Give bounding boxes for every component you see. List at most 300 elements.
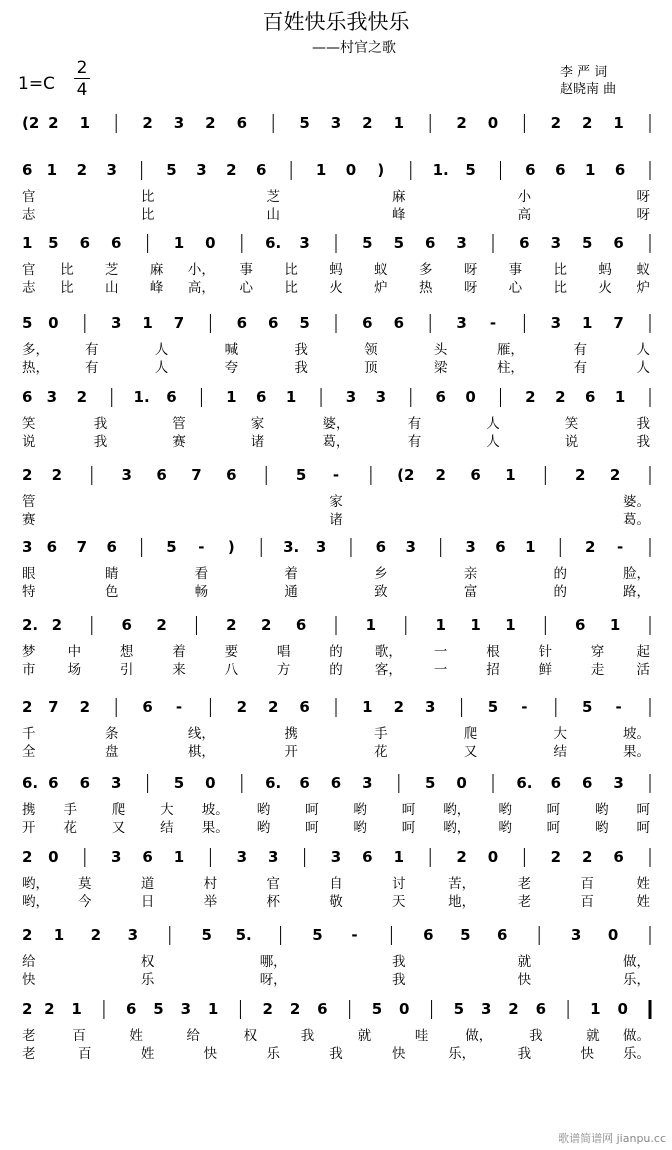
lyric-token: 管 [22, 494, 36, 510]
lyric-token: 我 [392, 954, 406, 970]
lyric-token: 热， [22, 360, 49, 376]
lyric-token: 人 [636, 342, 650, 358]
lyric-token: 起 [636, 644, 650, 660]
note-token: 1 [584, 161, 596, 179]
note-token: 2 [48, 114, 59, 132]
lyric-token: 给 [22, 954, 36, 970]
note-token: 2 [550, 114, 562, 132]
lyric-token: 官 [22, 189, 36, 205]
note-token: 6 [46, 538, 58, 556]
lyric-token: 棋， [187, 744, 215, 760]
lyric-token: 的 [553, 566, 568, 582]
lyric-token: 花 [374, 744, 388, 760]
note-token: 1 [173, 234, 185, 252]
song-title: 百姓快乐我快乐 [262, 10, 410, 34]
note-token: 6 [79, 774, 91, 792]
lyric-token: 鲜 [538, 662, 553, 678]
lyric-token: 手 [374, 726, 388, 742]
note-token: 3 [46, 388, 58, 406]
lyric-token: 有 [573, 342, 587, 358]
lyric-token: 哪， [259, 954, 287, 970]
lyric-token: 人 [636, 360, 650, 376]
note-token: 2 [142, 114, 153, 132]
lyric-token: 哟 [256, 802, 271, 818]
note-token: 3 [362, 774, 373, 792]
lyric-token: 哟， [22, 894, 49, 910]
lyric-token: 呵 [305, 820, 319, 836]
lyric-token: 哇 [414, 1028, 429, 1044]
lyric-token: 呀 [636, 207, 650, 223]
lyric-token: 着 [284, 566, 298, 582]
note-token: 2 [156, 616, 167, 634]
note-token: 6 [393, 314, 405, 332]
note-token: 2 [609, 466, 621, 484]
note-token: 6 [613, 234, 624, 252]
note-token: 6 [317, 1000, 328, 1018]
note-token: 6 [575, 616, 586, 634]
note-token: 2 [581, 848, 593, 866]
lyric-token: 权 [140, 954, 155, 970]
lyric-token: 比 [553, 262, 568, 278]
note-token: 5 [48, 234, 59, 252]
lyric-token: 多 [418, 262, 433, 278]
note-token: 2 [22, 466, 33, 484]
note-token: 6. [516, 774, 533, 792]
note-token: 3 [110, 314, 122, 332]
note-token: 5 [460, 926, 471, 944]
lyric-token: 穿 [590, 644, 605, 660]
lyric-token: 有 [85, 342, 99, 358]
watermark: 歌谱简谱网 jianpu.cc [558, 1132, 666, 1145]
note-token: 3 [570, 926, 582, 944]
lyric-token: 花 [63, 820, 78, 836]
lyric-token: 雁， [496, 342, 524, 358]
lyric-token: 我 [392, 972, 406, 988]
note-token: 2 [555, 388, 566, 406]
note-token: 1. [133, 388, 150, 406]
note-token: - [616, 538, 624, 556]
lyric-token: 针 [538, 644, 553, 660]
lyric-token: 我 [636, 416, 650, 432]
note-token: 5 [371, 1000, 383, 1018]
lyric-token: 说 [22, 434, 36, 450]
lyric-token: 乐。 [623, 1046, 650, 1062]
note-token: 2 [22, 698, 33, 716]
note-token: 6 [22, 161, 33, 179]
lyric-token: 炉 [374, 280, 388, 296]
lyric-token: 通 [284, 584, 298, 600]
note-token: 0 [487, 114, 499, 132]
lyric-token: 杯 [266, 894, 280, 910]
note-token: 5 [295, 466, 307, 484]
note-token: 2 [435, 466, 446, 484]
note-token: 2 [261, 616, 272, 634]
note-token: 6 [375, 538, 387, 556]
lyric-token: 事 [239, 262, 254, 278]
lyric-token: 哟， [22, 876, 49, 892]
lyric-token: 事 [508, 262, 523, 278]
note-token: 2 [456, 114, 467, 132]
note-token: 3 [180, 1000, 192, 1018]
lyric-token: 结 [160, 820, 174, 836]
lyric-token: 呀 [463, 280, 478, 296]
lyric-token: 家 [250, 416, 265, 432]
note-token: 3 [236, 848, 248, 866]
note-token: 6 [125, 1000, 137, 1018]
note-token: 6 [267, 314, 279, 332]
lyric-token: 来 [172, 662, 186, 678]
lyric-token: 唱 [276, 644, 291, 660]
note-token: 6 [106, 538, 117, 556]
lyric-token: 想 [119, 644, 134, 660]
lyric-token: 蚂 [598, 262, 612, 278]
note-token: 5 [153, 1000, 164, 1018]
note-token: 1 [79, 114, 91, 132]
note-token: 5 [299, 314, 310, 332]
note-token: 6 [519, 234, 530, 252]
note-token: (2 [397, 466, 415, 484]
lyric-token: 峰 [149, 280, 164, 296]
lyric-token: 歌， [374, 644, 402, 660]
lyric-token: 呵 [546, 802, 561, 818]
note-token: 5 [453, 1000, 465, 1018]
note-token: 2 [76, 388, 88, 406]
note-token: 2 [456, 848, 467, 866]
note-token: 3 [121, 466, 132, 484]
note-token: 0 [607, 926, 619, 944]
lyric-token: 就 [357, 1028, 372, 1044]
lyric-token: 我 [517, 1046, 532, 1062]
lyric-token: 盘 [104, 744, 119, 760]
lyric-token: 中 [67, 644, 82, 660]
note-token: 6 [497, 926, 508, 944]
lyric-token: 比 [140, 189, 155, 205]
lyric-token: 赛 [172, 434, 186, 450]
lyric-token: 就 [586, 1028, 600, 1044]
note-token: 1 [365, 616, 377, 634]
lyric-token: 自 [329, 876, 343, 892]
lyric-token: 呀 [636, 189, 650, 205]
lyric-token: 携 [284, 726, 298, 742]
lyric-token: 婆， [322, 416, 350, 432]
lyric-token: 我 [294, 360, 308, 376]
lyric-token: 老 [22, 1046, 36, 1062]
lyric-token: 喊 [224, 342, 239, 358]
lyric-token: 比 [553, 280, 568, 296]
note-token: 1 [505, 466, 516, 484]
lyric-token: 人 [154, 342, 169, 358]
lyric-token: 我 [636, 434, 650, 450]
note-token: 6 [535, 1000, 547, 1018]
note-token: 2 [508, 1000, 519, 1018]
note-token: 6 [299, 698, 310, 716]
note-token: 2 [289, 1000, 301, 1018]
lyric-token: 哟 [256, 820, 271, 836]
note-token: 2 [393, 698, 405, 716]
lyric-token: 道 [140, 876, 155, 892]
lyric-token: 呵 [401, 820, 416, 836]
lyric-token: 头 [433, 342, 448, 358]
note-token: 2 [22, 1000, 33, 1018]
note-token: 5 [362, 234, 373, 252]
note-token: 6 [299, 774, 310, 792]
lyric-token: 色 [104, 584, 119, 600]
lyric-token: 志 [22, 280, 36, 296]
note-token: 0 [617, 1000, 628, 1018]
note-token: 6 [330, 774, 342, 792]
note-token: 1 [505, 616, 516, 634]
note-token: 6 [110, 234, 122, 252]
lyric-token: 根 [486, 644, 500, 660]
lyric-token: 富 [463, 584, 478, 600]
note-token: 1 [525, 538, 536, 556]
lyric-token: 地， [448, 894, 476, 910]
lyric-token: 呵 [401, 802, 416, 818]
lyric-token: 结 [553, 744, 568, 760]
note-token: 3 [405, 538, 416, 556]
note-token: 0 [465, 388, 476, 406]
note-token: 6 [121, 616, 132, 634]
note-token: 2 [362, 114, 373, 132]
note-token: 5 [312, 926, 323, 944]
lyric-token: 方 [276, 662, 291, 678]
lyric-token: 快 [517, 972, 532, 988]
note-token: 3 [550, 314, 562, 332]
lyric-token: 果。 [623, 744, 650, 760]
note-token: 2 [44, 1000, 55, 1018]
lyric-token: 大 [553, 726, 568, 742]
lyric-token: 做。 [623, 1028, 650, 1044]
lyric-token: 市 [22, 662, 36, 678]
note-token: 1 [435, 616, 446, 634]
note-token: 3 [173, 114, 185, 132]
lyric-token: 比 [60, 262, 74, 278]
note-token: 5 [581, 234, 593, 252]
note-token: 3 [456, 234, 467, 252]
lyric-token: 小 [517, 189, 532, 205]
lyric-token: 就 [517, 954, 532, 970]
note-token: 3 [299, 234, 310, 252]
lyric-token: 我 [529, 1028, 543, 1044]
lyric-token: 心 [239, 280, 254, 296]
note-token: 3 [345, 388, 357, 406]
lyric-token: 诸 [329, 512, 343, 528]
lyric-token: 莫 [78, 876, 92, 892]
note-token: 2 [205, 114, 216, 132]
note-token: 6 [295, 616, 307, 634]
lyric-token: 睛 [104, 566, 119, 582]
lyric-token: 哟 [353, 820, 367, 836]
note-token: 2 [90, 926, 102, 944]
lyric-token: 八 [224, 662, 239, 678]
note-token: 5 [465, 161, 476, 179]
lyric-token: 峰 [392, 207, 406, 223]
note-token: 3 [456, 314, 467, 332]
lyric-token: 全 [22, 744, 36, 760]
lyric-token: 着 [172, 644, 186, 660]
note-token: 5 [173, 774, 185, 792]
note-token: 6. [265, 234, 282, 252]
lyric-token: 芝 [104, 262, 119, 278]
lyric-token: 百 [78, 1046, 92, 1062]
lyric-token: 说 [564, 434, 579, 450]
note-token: 2 [51, 466, 63, 484]
lyric-token: 呀， [259, 972, 287, 988]
lyric-token: 老 [22, 1028, 36, 1044]
note-token: 6 [48, 774, 59, 792]
note-token: 6 [142, 848, 153, 866]
note-token: 3 [110, 774, 122, 792]
lyric-token: 的 [329, 662, 343, 678]
note-token: 6 [423, 926, 434, 944]
note-token: 0 [487, 848, 499, 866]
lyric-token: 夸 [224, 360, 239, 376]
lyric-token: 携 [22, 802, 36, 818]
note-token: 3 [267, 848, 279, 866]
lyric-token: 讨 [392, 876, 406, 892]
lyric-token: 又 [111, 820, 126, 836]
lyric-token: 赛 [22, 512, 36, 528]
lyric-token: 的 [553, 584, 568, 600]
note-token: - [521, 698, 528, 716]
note-token: 7 [173, 314, 185, 332]
lyric-token: 蚁 [374, 262, 388, 278]
note-token: 3 [613, 774, 624, 792]
lyric-token: 坡。 [623, 726, 650, 742]
lyric-token: 活 [636, 662, 650, 678]
lyric-token: 老 [517, 876, 532, 892]
note-token: 7 [48, 698, 59, 716]
note-token: 6 [362, 848, 373, 866]
lyric-token: 官 [22, 262, 36, 278]
note-token: 6 [156, 466, 167, 484]
lyric-token: 我 [93, 434, 108, 450]
lyric-token: 日 [140, 894, 155, 910]
note-token: 6 [166, 388, 177, 406]
note-token: 3 [550, 234, 562, 252]
note-token: 2 [525, 388, 536, 406]
lyric-token: 手 [63, 802, 78, 818]
note-token: - [198, 538, 205, 556]
lyric-token: 笑 [22, 416, 36, 432]
note-token: 2 [51, 616, 63, 634]
lyric-token: 畅 [194, 584, 209, 600]
note-token: 1 [53, 926, 65, 944]
note-token: 2 [550, 848, 562, 866]
lyric-token: 呵 [546, 820, 561, 836]
note-token: 0 [205, 774, 216, 792]
note-token: 7 [191, 466, 202, 484]
lyric-token: 志 [22, 207, 36, 223]
note-token: 1 [207, 1000, 219, 1018]
lyric-token: 呵 [636, 802, 650, 818]
note-token: 6 [550, 774, 562, 792]
lyric-token: 条 [104, 726, 119, 742]
lyric-token: 比 [60, 280, 74, 296]
lyric-token: 呵 [636, 820, 650, 836]
note-token: - [332, 466, 340, 484]
lyric-token: 领 [364, 342, 378, 358]
note-token: 1 [71, 1000, 82, 1018]
lyric-token: 姓 [636, 894, 650, 910]
lyric-token: 致 [374, 584, 388, 600]
note-token: 6 [581, 774, 593, 792]
lyric-token: 快 [22, 972, 36, 988]
note-token: 6 [236, 114, 248, 132]
note-token: 3 [465, 538, 476, 556]
note-token: 6 [142, 698, 153, 716]
note-token: 6 [584, 388, 596, 406]
lyric-token: 人 [154, 360, 169, 376]
note-token: 3 [375, 388, 387, 406]
lyric-token: 我 [93, 416, 108, 432]
lyric-token: 做， [465, 1028, 493, 1044]
note-token: 2 [226, 616, 237, 634]
lyric-token: 老 [517, 894, 532, 910]
note-token: (2 [22, 114, 40, 132]
lyric-token: 有 [85, 360, 99, 376]
lyric-token: 哟 [498, 820, 512, 836]
lyric-token: 哟 [594, 802, 609, 818]
lyric-token: 官 [266, 876, 280, 892]
note-token: 5 [393, 234, 405, 252]
lyric-token: 百 [580, 876, 594, 892]
note-token: 1 [614, 388, 626, 406]
lyric-token: 人 [486, 434, 500, 450]
lyric-token: 爬 [463, 726, 478, 742]
note-token: 6 [424, 234, 436, 252]
lyric-token: 千 [22, 726, 36, 742]
lyric-token: 快 [203, 1046, 218, 1062]
lyric-token: 炉 [636, 280, 650, 296]
lyric-token: 笑 [564, 416, 579, 432]
note-token: 1 [315, 161, 327, 179]
note-token: 3 [127, 926, 139, 944]
note-token: 6 [362, 314, 373, 332]
note-token: 1 [590, 1000, 601, 1018]
lyric-token: 姓 [129, 1028, 143, 1044]
lyric-token: 小， [187, 262, 215, 278]
lyric-token: 麻 [149, 262, 164, 278]
note-token: 3 [110, 848, 122, 866]
lyric-token: 比 [140, 207, 155, 223]
lyric-token: 走 [590, 662, 605, 678]
lyric-token: 大 [160, 802, 174, 818]
note-token: 0 [456, 774, 467, 792]
lyric-token: 天 [392, 894, 406, 910]
lyric-token: 亲 [463, 566, 478, 582]
lyric-token: 百 [580, 894, 594, 910]
note-token: 1 [609, 616, 621, 634]
time-signature-top: 2 [76, 58, 88, 78]
lyric-token: 眼 [22, 566, 36, 582]
lyric-token: 一 [433, 662, 448, 678]
lyric-token: 山 [104, 280, 119, 296]
lyric-token: 家 [329, 494, 343, 510]
note-token: 1. [432, 161, 449, 179]
lyric-token: 哟， [443, 802, 471, 818]
lyric-token: 敬 [329, 894, 343, 910]
note-token: 1 [581, 314, 593, 332]
lyricist-credit: 李 严 词 [560, 65, 608, 80]
lyric-token: 招 [486, 662, 500, 678]
lyric-token: 开 [284, 744, 298, 760]
note-token: 1 [22, 234, 33, 252]
note-token: 3 [315, 538, 327, 556]
lyric-token: 蚁 [636, 262, 650, 278]
lyric-token: 心 [508, 280, 523, 296]
lyric-token: 呀 [463, 262, 478, 278]
